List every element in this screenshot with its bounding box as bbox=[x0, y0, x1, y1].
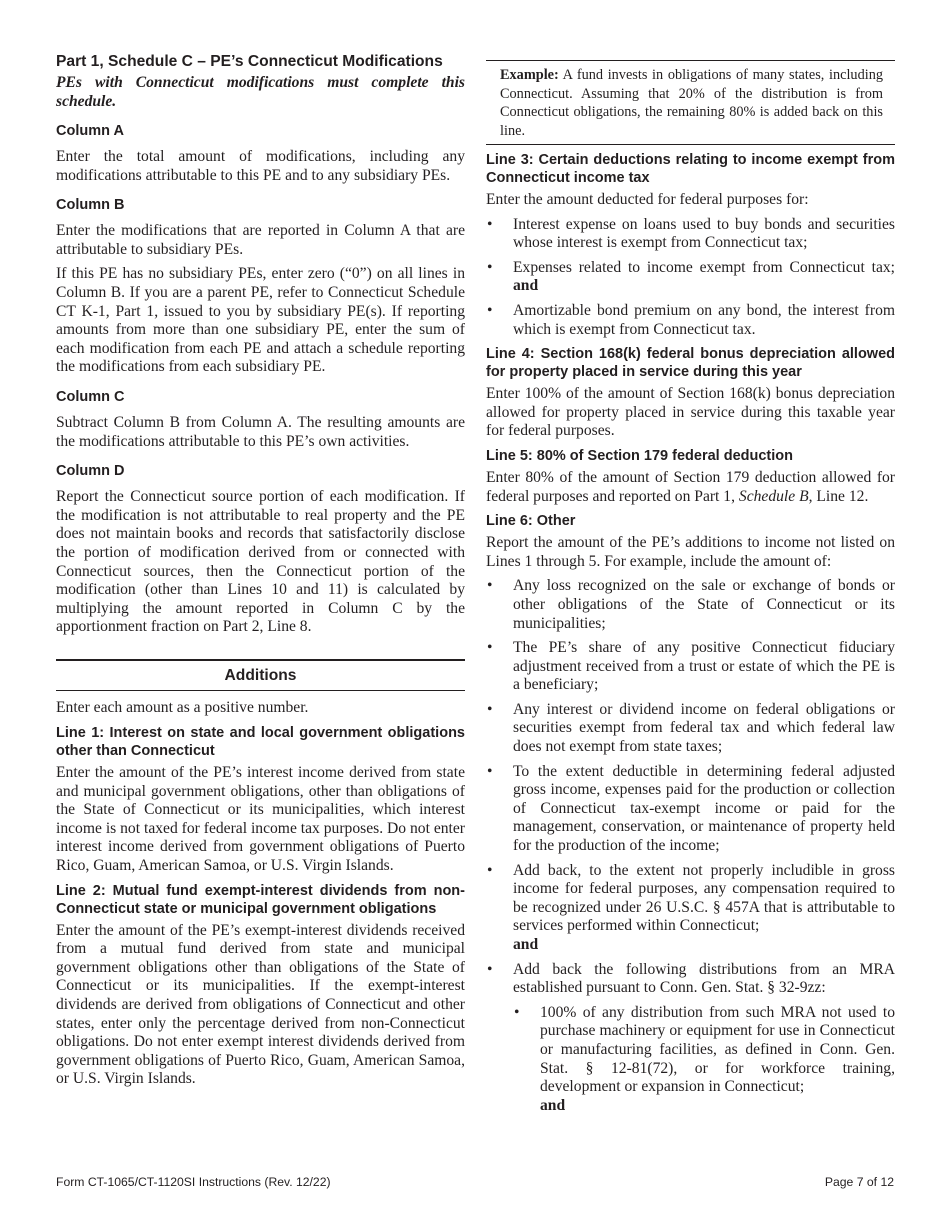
line-5-text-b: , Line 12. bbox=[808, 487, 869, 505]
column-b-text-2: If this PE has no subsidiary PEs, enter zero (“0”) on all lines in Column B. If you are a parent PE, refer to Connecticut Schedule CT K-1, Part 1, issued to you by subsidiary PE(s). If reporting amounts from more than one subsidiary PE, enter the sum of each modification from each PE and attach a schedule reporting the modifications from each subsidiary PE. bbox=[56, 265, 465, 376]
column-d-text: Report the Connecticut source portion of each modification. If the modification is not attributable to real property and the PE does not maintain books and records that satisfactorily disclose the portion of modification derived from or connected with Connecticut sources, then the Connecticut portion of the modification (other than Lines 10 and 11) is calculated by multiplying the amount reported in Column C by the apportionment fraction on Part 2, Line 8. bbox=[56, 488, 465, 636]
line-5-text-a: Enter 80% of the amount of Section 179 deduction allowed for federal purposes and reported on Part 1, bbox=[486, 468, 895, 505]
list-item bbox=[486, 961, 895, 1116]
list-item bbox=[486, 259, 895, 296]
column-d-heading: Column D bbox=[56, 463, 125, 480]
list-item bbox=[486, 639, 895, 695]
list-item-and: and bbox=[513, 936, 539, 953]
example-box bbox=[486, 60, 895, 145]
line-1-heading: Line 1: Interest on state and local government obligations other than Connecticut bbox=[56, 725, 465, 760]
list-item-text: The PE’s share of any positive Connecticut fiduciary adjustment received from a trust or estate of which the PE is a beneficiary; bbox=[513, 639, 895, 694]
list-item-text: Any loss recognized on the sale or exchange of bonds or other obligations of the State of Connecticut or its municipalities; bbox=[513, 577, 895, 632]
list-item-text: Amortizable bond premium on any bond, the interest from which is exempt from Connecticut tax. bbox=[513, 301, 895, 338]
list-item bbox=[486, 577, 895, 633]
line-2-heading: Line 2: Mutual fund exempt-interest dividends from non-Connecticut state or municipal government obligations bbox=[56, 882, 465, 917]
line-4-heading: Line 4: Section 168(k) federal bonus depreciation allowed for property placed in service during this year bbox=[486, 346, 895, 381]
list-item bbox=[486, 701, 895, 757]
list-item-text: Any interest or dividend income on federal obligations or securities exempt from federal tax and which federal law does not exempt from state taxes; bbox=[513, 700, 895, 756]
column-c-heading: Column C bbox=[56, 388, 125, 405]
column-b-text: Enter the modifications that are reported in Column A that are attributable to subsidiary PEs. bbox=[56, 222, 465, 258]
sub-list-item-text: 100% of any distribution from such MRA not used to purchase machinery or equipment for use in Connecticut or manufacturing facilities, as defined in Conn. Gen. Stat. § 12-81(72), or for workforce training, development or expansion in Connecticut; bbox=[540, 1003, 895, 1096]
sub-list-item bbox=[513, 1004, 895, 1116]
mra-sublist bbox=[513, 1004, 895, 1116]
line-4-text: Enter 100% of the amount of Section 168(k) bonus depreciation allowed for property placed in service during this taxable year for federal purposes. bbox=[486, 385, 895, 440]
line-3-intro: Enter the amount deducted for federal purposes for: bbox=[486, 191, 809, 208]
list-item-text: Add back the following distributions from an MRA established pursuant to Conn. Gen. Stat. § 32-9zz: bbox=[513, 960, 895, 997]
column-c-text: Subtract Column B from Column A. The resulting amounts are the modifications attributable to this PE’s own activities. bbox=[56, 413, 465, 450]
line-1-text: Enter the amount of the PE’s interest income derived from state and municipal government obligations, other than obligations of the State of Connecticut or its municipalities, which interest income is not taxed for federal income tax purposes. Do not enter interest income derived from government obligations of Puerto Rico, Guam, American Samoa, or U.S. Virgin Islands. bbox=[56, 764, 465, 875]
list-item-text: Expenses related to income exempt from Connecticut tax; bbox=[513, 258, 895, 276]
line-2-text: Enter the amount of the PE’s exempt-interest dividends received from a mutual fund derived from state and municipal government obligations other than obligations of the State of Connecticut or its municipalities. If the exempt-interest dividends are derived from obligations of Connecticut and other states, enter only the percentage derived from non-Connecticut obligations. Do not enter exempt interest dividends derived from government obligations of Puerto Rico, Guam, American Samoa, or U.S. Virgin Islands. bbox=[56, 921, 465, 1088]
line-5-text-italic: Schedule B bbox=[738, 487, 809, 505]
left-column bbox=[56, 50, 465, 1095]
additions-intro: Enter each amount as a positive number. bbox=[56, 699, 309, 717]
list-item-and: and bbox=[513, 277, 539, 295]
section-subtitle: PEs with Connecticut modifications must complete this schedule. bbox=[56, 74, 465, 110]
line-3-list bbox=[486, 216, 895, 340]
additions-heading: Additions bbox=[224, 666, 297, 684]
list-item bbox=[486, 862, 895, 955]
list-item bbox=[486, 216, 895, 253]
line-6-heading: Line 6: Other bbox=[486, 513, 576, 530]
footer-form-id: Form CT-1065/CT-1120SI Instructions (Rev. 12/22) bbox=[56, 1175, 331, 1189]
additions-header bbox=[56, 659, 465, 692]
right-column bbox=[486, 56, 895, 1121]
section-title: Part 1, Schedule C – PE’s Connecticut Modifications bbox=[56, 53, 443, 70]
list-item-text: Add back, to the extent not properly includible in gross income for federal purposes, any compensation required to be recognized under 26 U.S.C. § 457A that is attributable to services performed within Connecticut; bbox=[513, 861, 895, 935]
list-item bbox=[486, 302, 895, 339]
example-label: Example: bbox=[500, 67, 559, 83]
list-item-text: To the extent deductible in determining federal adjusted gross income, expenses paid for the production or collection of Connecticut tax-exempt income or paid for the management, conservation, or maintenance of property held for the production of the income; bbox=[513, 762, 895, 855]
line-6-intro: Report the amount of the PE’s additions to income not listed on Lines 1 through 5. For example, include the amount of: bbox=[486, 534, 895, 570]
line-5-heading: Line 5: 80% of Section 179 federal deduction bbox=[486, 447, 793, 464]
column-b-heading: Column B bbox=[56, 197, 125, 214]
column-a-text: Enter the total amount of modifications, including any modifications attributable to this PE and to any subsidiary PEs. bbox=[56, 148, 465, 184]
line-6-list bbox=[486, 577, 895, 1115]
column-a-heading: Column A bbox=[56, 123, 124, 139]
footer-page-number: Page 7 of 12 bbox=[824, 1175, 894, 1189]
line-3-heading: Line 3: Certain deductions relating to income exempt from Connecticut income tax bbox=[486, 152, 895, 186]
example-text: A fund invests in obligations of many states, including Connecticut. Assuming that 20% of the distribution is from Connecticut obligations, the remaining 80% is added back on this line. bbox=[500, 67, 883, 139]
list-item-text: Interest expense on loans used to buy bonds and securities whose interest is exempt from Connecticut tax; bbox=[513, 215, 895, 252]
line-5-text bbox=[486, 469, 895, 506]
list-item bbox=[486, 763, 895, 856]
sub-list-item-and: and bbox=[540, 1096, 566, 1114]
